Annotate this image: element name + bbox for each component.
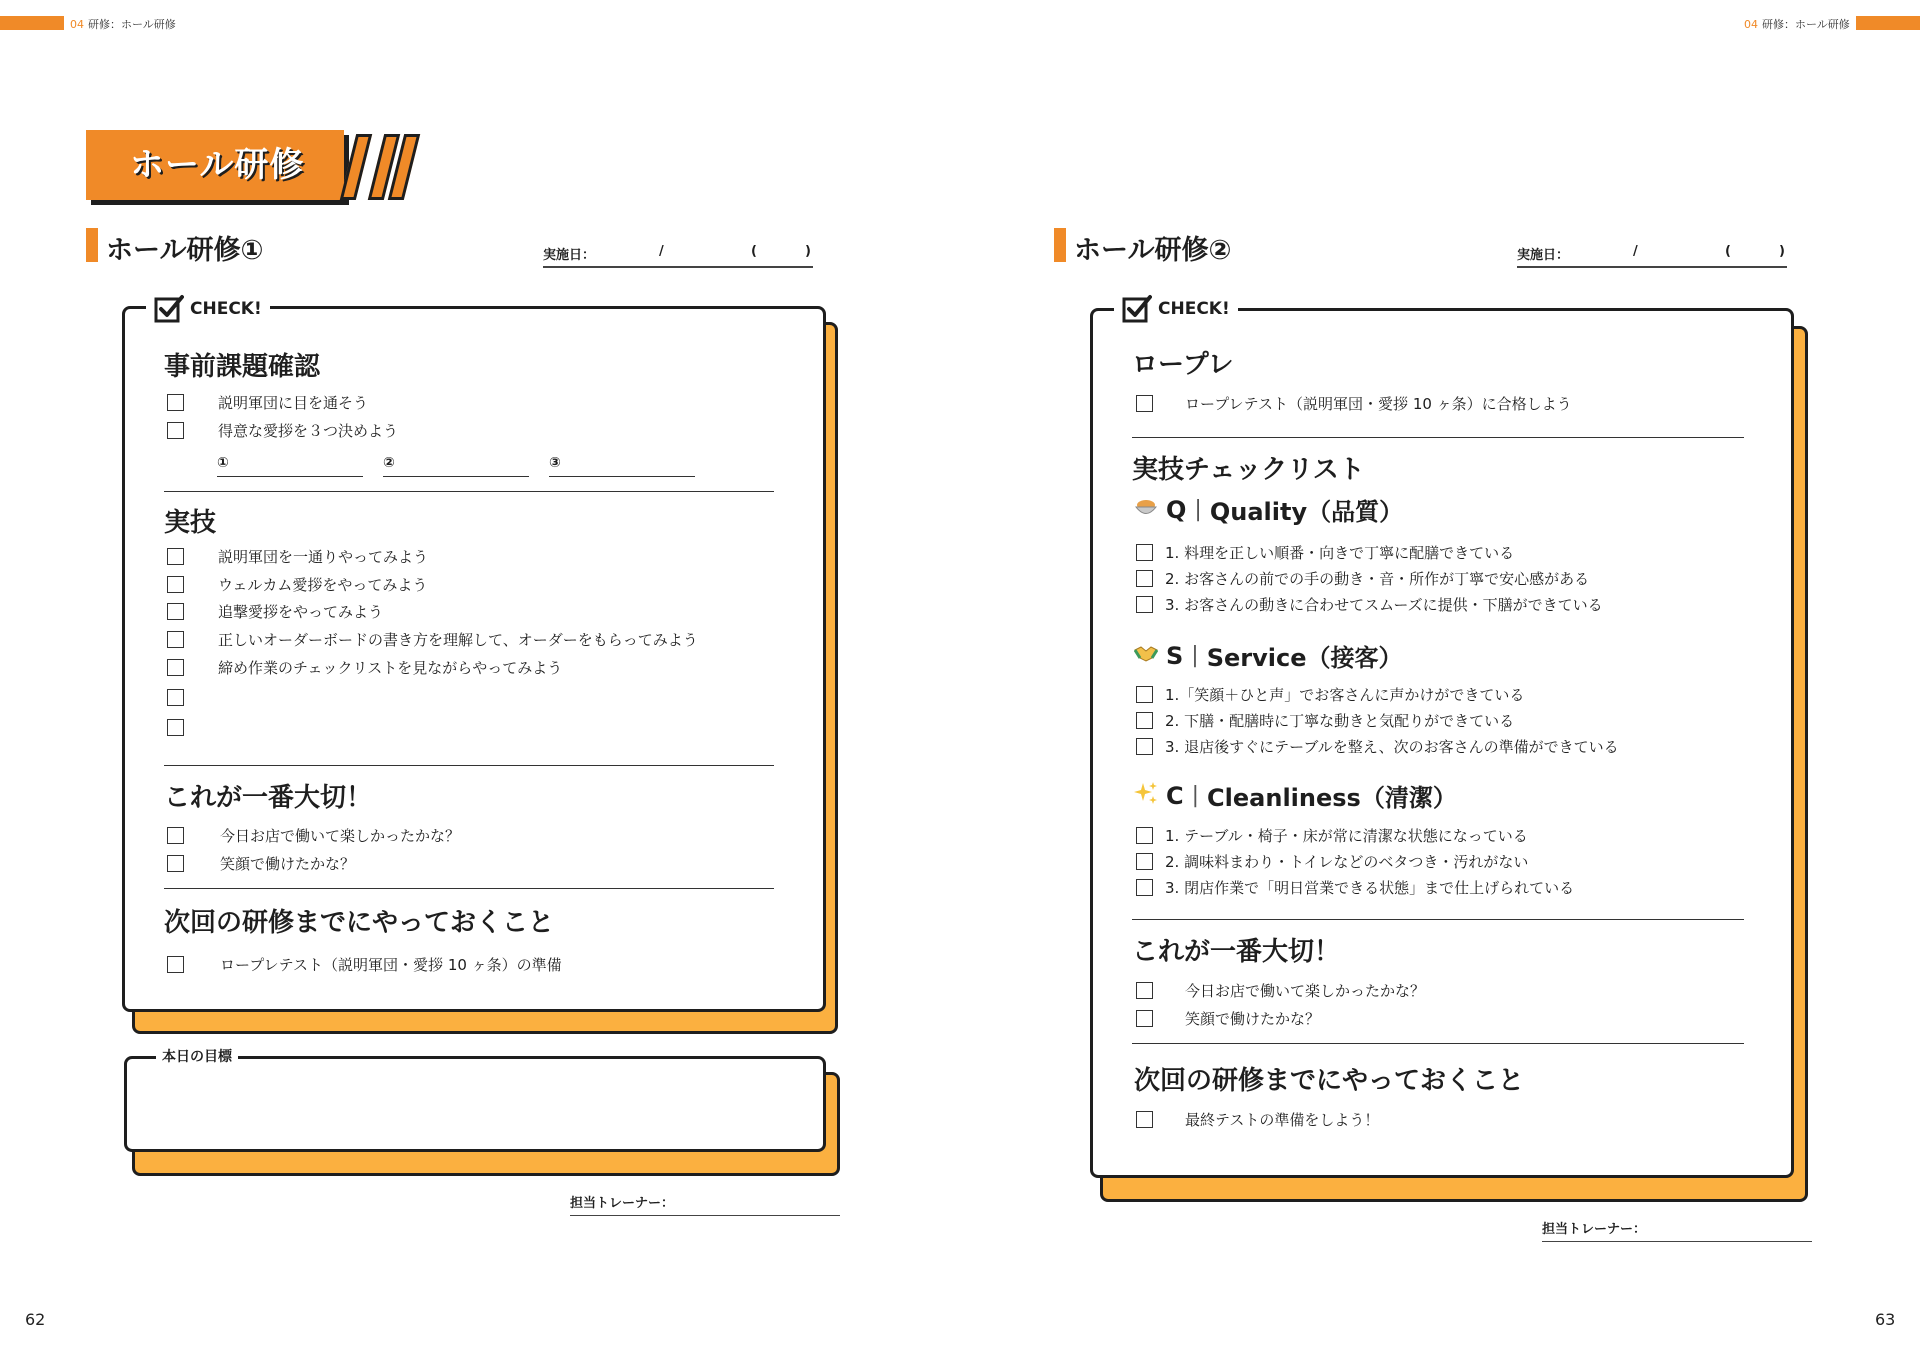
checkbox[interactable] [1136, 596, 1153, 613]
separator: | [1191, 783, 1200, 808]
checklist-item[interactable] [1136, 567, 1589, 589]
divider [164, 491, 774, 492]
checkbox[interactable] [1136, 1010, 1153, 1027]
date-close-paren: ) [1779, 244, 1785, 259]
checklist-item[interactable] [1136, 735, 1619, 757]
service-heading [1134, 638, 1403, 673]
item-text: 1.「笑顔＋ひと声」でお客さんに声かけができている [1165, 685, 1525, 704]
section-number: 04 [1744, 18, 1758, 31]
checklist-item[interactable] [1136, 1007, 1320, 1029]
checklist-item[interactable] [167, 824, 460, 846]
section-number: 04 [70, 18, 84, 31]
page-number-left: 62 [25, 1310, 46, 1329]
item-text: ウェルカム愛拶をやってみよう [218, 575, 428, 594]
next-title: 次回の研修までにやっておくこと [164, 908, 555, 938]
item-text: 笑顔で働けたかな？ [220, 854, 356, 873]
item-text: 2. 下膳・配膳時に丁寧な動きと気配りができている [1165, 711, 1515, 730]
practice-title: 実技 [164, 508, 217, 538]
check-label: CHECK! [1158, 299, 1230, 319]
item-text: 説明軍団を一通りやってみよう [218, 547, 429, 566]
checkbox[interactable] [167, 631, 184, 648]
item-text: 3. 閉店作業で「明日営業できる状態」まで仕上げられている [1165, 878, 1575, 897]
goal-box[interactable] [124, 1056, 826, 1152]
greeting-slot-1[interactable]: ① [217, 455, 363, 477]
checklist-item[interactable] [167, 545, 428, 567]
checklist-item[interactable] [1136, 709, 1514, 731]
item-text: 正しいオーダーボードの書き方を理解して、オーダーをもらってみよう [218, 630, 698, 649]
important-title: これが一番大切！ [164, 783, 373, 813]
checkmark-box-icon [154, 294, 184, 324]
checkbox[interactable] [1136, 1111, 1153, 1128]
item-text: 1. テーブル・椅子・床が常に清潔な状態になっている [1165, 826, 1528, 845]
service-name: Service（接客） [1206, 644, 1403, 672]
checklist-item[interactable] [167, 656, 562, 678]
checkbox[interactable] [167, 576, 184, 593]
checkbox[interactable] [1136, 853, 1153, 870]
checkbox[interactable] [167, 827, 184, 844]
checklist-item-blank[interactable] [167, 716, 184, 738]
checkbox[interactable] [167, 422, 184, 439]
checkbox[interactable] [1136, 570, 1153, 587]
checkbox[interactable] [1136, 827, 1153, 844]
checkmark-box-icon [1122, 294, 1152, 324]
checkbox[interactable] [1136, 879, 1153, 896]
skills-title: 実技チェックリスト [1132, 455, 1365, 485]
checklist-item[interactable] [1136, 541, 1514, 563]
item-text: 2. 調味料まわり・トイレなどのベタつき・汚れがない [1165, 852, 1529, 871]
item-text: 説明軍団に目を通そう [218, 393, 369, 412]
checklist-item[interactable] [167, 953, 562, 975]
item-text: 3. お客さんの動きに合わせてスムーズに提供・下膳ができている [1165, 595, 1603, 614]
date-field-left[interactable] [543, 242, 813, 268]
divider [1132, 1043, 1744, 1044]
section-title: 研修：ホール研修 [88, 18, 176, 31]
goal-label: 本日の目標 [156, 1046, 238, 1066]
item-text: 笑顔で働けたかな？ [1185, 1009, 1321, 1028]
item-text: ロープレテスト（説明軍団・愛拶 10 ヶ条）に合格しよう [1185, 394, 1572, 413]
greeting-slot-2[interactable]: ② [383, 455, 529, 477]
section-marker [1054, 228, 1066, 262]
section-marker [86, 228, 98, 262]
prep-title: 事前課題確認 [164, 352, 321, 382]
checkbox[interactable] [1136, 738, 1153, 755]
checkbox[interactable] [1136, 544, 1153, 561]
checklist-item[interactable] [1136, 979, 1425, 1001]
page-number-right: 63 [1875, 1310, 1896, 1329]
date-label: 実施日： [543, 248, 596, 263]
date-close-paren: ) [805, 244, 811, 259]
handshake-icon [1134, 642, 1158, 670]
trainer-field-left[interactable]: 担当トレーナー： [570, 1192, 840, 1216]
checklist-item[interactable] [1136, 392, 1572, 414]
item-text: 1. 料理を正しい順番・向きで丁寧に配膳できている [1165, 543, 1515, 562]
food-bowl-icon [1134, 496, 1158, 524]
checkbox[interactable] [167, 603, 184, 620]
checkbox[interactable] [167, 855, 184, 872]
item-text: 今日お店で働いて楽しかったかな？ [220, 826, 461, 845]
checklist-item[interactable] [1136, 593, 1603, 615]
checkbox[interactable] [167, 956, 184, 973]
next-title: 次回の研修までにやっておくこと [1134, 1066, 1525, 1096]
section-title: 研修：ホール研修 [1762, 18, 1850, 31]
item-text: 追撃愛拶をやってみよう [218, 602, 384, 621]
check-tag [1114, 292, 1238, 326]
checkbox[interactable] [167, 719, 184, 736]
checklist-item[interactable] [1136, 850, 1528, 872]
greeting-slot-3[interactable]: ③ [549, 455, 695, 477]
title-banner [86, 130, 344, 200]
cleanliness-heading [1134, 778, 1457, 813]
checkbox[interactable] [1136, 395, 1153, 412]
checklist-item[interactable] [167, 628, 698, 650]
quality-heading [1134, 492, 1403, 527]
important-title: これが一番大切！ [1132, 937, 1341, 967]
item-text: 得意な愛拶を３つ決めよう [218, 421, 399, 440]
date-open-paren: ( [1725, 244, 1731, 259]
running-header-left [70, 16, 176, 32]
date-open-paren: ( [751, 244, 757, 259]
item-text: 3. 退店後すぐにテーブルを整え、次のお客さんの準備ができている [1165, 737, 1619, 756]
checkbox[interactable] [1136, 982, 1153, 999]
checklist-item[interactable] [167, 391, 368, 413]
cleanliness-name: Cleanliness（清潔） [1207, 784, 1457, 812]
date-label: 実施日： [1517, 248, 1570, 263]
checklist-item[interactable] [167, 852, 355, 874]
checkbox[interactable] [1136, 712, 1153, 729]
checkbox[interactable] [167, 394, 184, 411]
date-slash: / [1633, 244, 1638, 259]
check-tag [146, 292, 270, 326]
divider [164, 888, 774, 889]
checklist-item[interactable] [167, 419, 398, 441]
check-label: CHECK! [190, 299, 262, 319]
title-banner-text: ホール研修 [130, 145, 305, 185]
quality-name: Quality（品質） [1209, 498, 1404, 526]
header-bar-left [0, 16, 64, 30]
section-title-right: ホール研修② [1074, 235, 1232, 266]
trainer-field-right[interactable]: 担当トレーナー： [1542, 1218, 1812, 1242]
running-header-right [1744, 16, 1850, 32]
sparkles-icon [1134, 781, 1158, 811]
divider [1132, 437, 1744, 438]
item-text: 最終テストの準備をしよう！ [1185, 1110, 1380, 1129]
cleanliness-letter: C [1166, 781, 1184, 810]
checklist-item[interactable] [167, 573, 427, 595]
divider [1132, 919, 1744, 920]
checkbox[interactable] [167, 548, 184, 565]
separator: | [1194, 497, 1202, 522]
service-letter: S [1166, 641, 1184, 670]
divider [164, 765, 774, 766]
date-slash: / [659, 244, 664, 259]
item-text: 今日お店で働いて楽しかったかな？ [1185, 981, 1426, 1000]
checklist-item[interactable] [1136, 1108, 1379, 1130]
date-field-right[interactable] [1517, 242, 1787, 268]
item-text: ロープレテスト（説明軍団・愛拶 10 ヶ条）の準備 [220, 955, 562, 974]
header-bar-right [1856, 16, 1920, 30]
checklist-item-blank[interactable] [167, 686, 184, 708]
section-title-left: ホール研修① [106, 235, 264, 266]
banner-stripe [340, 134, 372, 200]
checklist-item[interactable] [1136, 876, 1574, 898]
checklist-item[interactable] [1136, 824, 1528, 846]
checkbox[interactable] [167, 689, 184, 706]
checklist-item[interactable] [167, 600, 383, 622]
checklist-item[interactable] [1136, 683, 1524, 705]
item-text: 2. お客さんの前での手の動き・音・所作が丁寧で安心感がある [1165, 569, 1590, 588]
quality-letter: Q [1166, 495, 1187, 524]
roleplay-title: ロープレ [1132, 350, 1234, 380]
checkbox[interactable] [1136, 686, 1153, 703]
separator: | [1191, 643, 1199, 668]
checkbox[interactable] [167, 659, 184, 676]
item-text: 締め作業のチェックリストを見ながらやってみよう [218, 658, 563, 677]
